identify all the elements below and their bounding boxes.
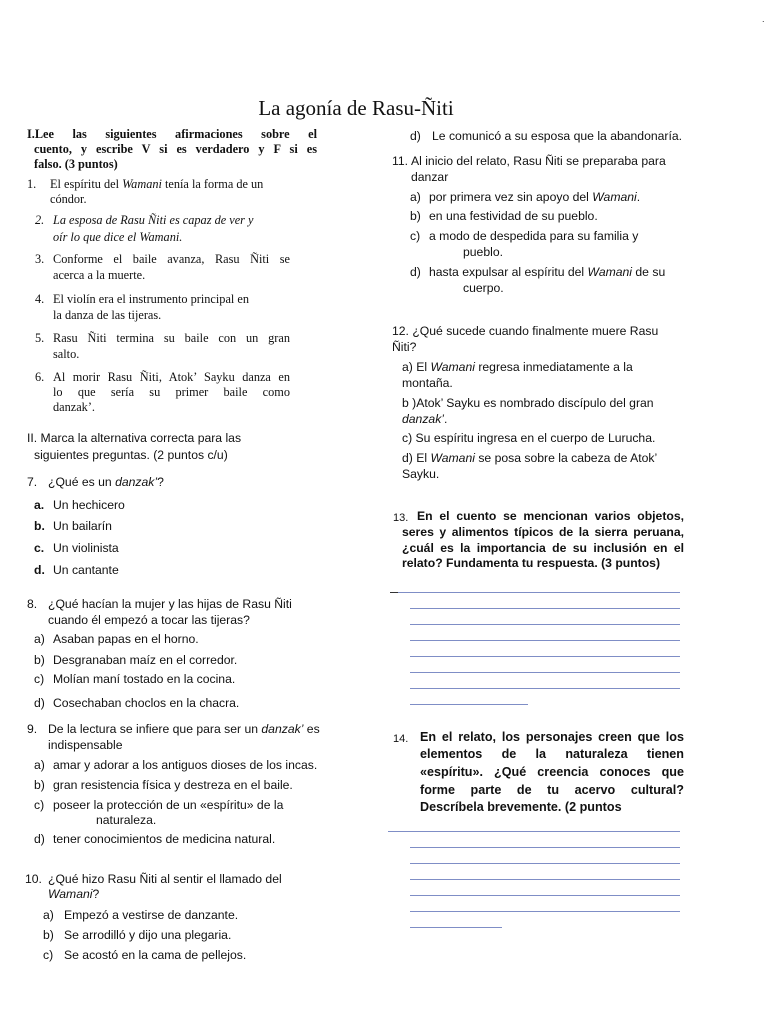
option-text: poseer la protección de un «espíritu» de la	[53, 798, 284, 812]
option-text: montaña.	[402, 376, 453, 390]
question-number: 8.	[27, 597, 38, 611]
answer-line	[410, 704, 528, 705]
question-text: De la lectura se infiere que para ser un danzak’ es	[48, 722, 320, 736]
option-text: Asaban papas en el horno.	[53, 632, 199, 646]
option-letter: b)	[34, 653, 45, 667]
question-number: 13.	[393, 512, 409, 524]
option-text: d) El Wamani se posa sobre la cabeza de Atok’	[402, 451, 658, 465]
question-text: Descríbela brevemente. (2 puntos	[420, 800, 622, 814]
option-letter: c.	[34, 541, 45, 555]
statement-text: cóndor.	[50, 192, 87, 206]
page-title: La agonía de Rasu-Ñiti	[258, 96, 454, 120]
statement-text: danzak’.	[53, 400, 95, 414]
option-text: Se arrodilló y dijo una plegaria.	[64, 928, 232, 942]
option-text: tener conocimientos de medicina natural.	[53, 832, 276, 846]
option-text: danzak’.	[402, 412, 448, 426]
answer-line	[410, 608, 680, 609]
question-text: 12. ¿Qué sucede cuando finalmente muere Rasu	[392, 324, 659, 338]
statement-number: 3.	[35, 252, 45, 266]
option-text: Desgranaban maíz en el corredor.	[53, 653, 238, 667]
statement-text: oír lo que dice el Wamani.	[53, 230, 183, 244]
question-number: 9.	[27, 722, 38, 736]
answer-line	[410, 624, 680, 625]
statement-text: Rasu Ñiti termina su baile con un gran	[53, 331, 290, 345]
option-letter: b.	[34, 519, 45, 533]
option-letter: a.	[34, 498, 45, 512]
statement-text: salto.	[53, 347, 80, 361]
option-text: a modo de despedida para su familia y	[429, 229, 639, 243]
question-text: Wamani?	[48, 887, 100, 901]
question-text: ¿Qué es un danzak’?	[48, 475, 164, 489]
question-text: Ñiti?	[392, 340, 417, 354]
answer-line	[410, 911, 680, 912]
question-text: danzar	[411, 170, 449, 184]
option-letter: b)	[410, 209, 421, 223]
option-text: Empezó a vestirse de danzante.	[64, 908, 239, 922]
question-number: 10.	[25, 872, 42, 886]
option-text: en una festividad de su pueblo.	[429, 209, 598, 223]
statement-number: 2.	[35, 213, 45, 227]
option-letter: c)	[43, 948, 54, 962]
option-text: Un cantante	[53, 563, 119, 577]
option-text: Un violinista	[53, 541, 119, 555]
option-text: hasta expulsar al espíritu del Wamani de su	[429, 265, 666, 279]
option-letter: d)	[34, 696, 45, 710]
statement-text: Al morir Rasu Ñiti, Atok’ Sayku danza en	[53, 370, 290, 384]
option-letter: d.	[34, 563, 45, 577]
option-letter: c)	[34, 798, 45, 812]
question-text: seres y alimentos típicos de la sierra peruana,	[402, 525, 684, 539]
statement-number: 1.	[27, 177, 37, 191]
statement-text: lo que sería su primer baile como	[53, 385, 290, 399]
question-text: forme parte de tu acervo cultural?	[420, 783, 684, 797]
question-text: elementos de la naturaleza tienen	[420, 747, 684, 761]
answer-line	[410, 847, 680, 848]
question-number: 14.	[393, 733, 409, 745]
option-text: gran resistencia física y destreza en el baile.	[53, 778, 293, 792]
option-letter: c)	[410, 229, 421, 243]
option-text: amar y adorar a los antiguos dioses de los incas.	[53, 758, 318, 772]
answer-line	[410, 927, 502, 928]
answer-line	[410, 863, 680, 864]
question-text: ¿cuál es la importancia de su inclusión en el	[402, 541, 684, 555]
option-letter: a)	[34, 632, 45, 646]
answer-line	[410, 672, 680, 673]
statement-text: El espíritu del Wamani tenía la forma de un	[50, 177, 264, 191]
option-text: Sayku.	[402, 467, 440, 481]
option-letter: d)	[34, 832, 45, 846]
option-text: Cosechaban choclos en la chacra.	[53, 696, 240, 710]
question-text: cuando él empezó a tocar las tijeras?	[48, 613, 250, 627]
option-text: a) El Wamani regresa inmediatamente a la	[402, 360, 633, 374]
option-letter: b)	[43, 928, 54, 942]
answer-line	[390, 592, 398, 593]
option-letter: b)	[34, 778, 45, 792]
option-letter: c)	[34, 672, 45, 686]
option-letter: a)	[43, 908, 54, 922]
option-text: cuerpo.	[463, 281, 504, 295]
option-letter: d)	[410, 129, 421, 143]
option-text: naturaleza.	[96, 813, 157, 827]
part-1-heading-line: I.Lee las siguientes afirmaciones sobre el	[27, 127, 317, 141]
part-2-heading-line: siguientes preguntas. (2 puntos c/u)	[34, 448, 228, 462]
statement-text: acerca a la muerte.	[53, 268, 146, 282]
part-1-heading-line: cuento, y escribe V si es verdadero y F si es	[34, 142, 317, 156]
answer-line	[398, 592, 680, 593]
question-number: 11.	[392, 154, 409, 168]
question-text: «espíritu». ¿Qué creencia conoces que	[420, 765, 684, 779]
answer-line	[410, 895, 680, 896]
question-text: En el relato, los personajes creen que los	[420, 730, 684, 744]
question-text: indispensable	[48, 738, 123, 752]
statement-number: 6.	[35, 370, 45, 384]
option-text: Le comunicó a su esposa que la abandonaría.	[432, 129, 683, 143]
part-1-heading-line: falso. (3 puntos)	[34, 157, 118, 171]
question-number: 7.	[27, 475, 38, 489]
statement-text: El violín era el instrumento principal en	[53, 292, 250, 306]
option-text: Un bailarín	[53, 519, 112, 533]
question-text: En el cuento se mencionan varios objetos,	[417, 509, 684, 523]
statement-text: La esposa de Rasu Ñiti es capaz de ver y	[53, 213, 254, 227]
question-text: ¿Qué hacían la mujer y las hijas de Rasu Ñiti	[48, 597, 292, 611]
option-text: Se acostó en la cama de pellejos.	[64, 948, 247, 962]
statement-number: 4.	[35, 292, 45, 306]
statement-number: 5.	[35, 331, 45, 345]
question-text: ¿Qué hizo Rasu Ñiti al sentir el llamado del	[48, 872, 282, 886]
answer-line	[410, 879, 680, 880]
statement-text: Conforme el baile avanza, Rasu Ñiti se	[53, 252, 290, 266]
statement-text: la danza de las tijeras.	[53, 308, 162, 322]
option-letter: a)	[410, 190, 421, 204]
option-letter: a)	[34, 758, 45, 772]
question-text: relato? Fundamenta tu respuesta. (3 puntos)	[402, 556, 660, 570]
option-text: Molían maní tostado en la cocina.	[53, 672, 236, 686]
corner-mark: ˙	[761, 21, 766, 31]
answer-line	[410, 656, 680, 657]
option-text: c) Su espíritu ingresa en el cuerpo de Lurucha.	[402, 431, 656, 445]
answer-line	[410, 688, 680, 689]
option-letter: d)	[410, 265, 421, 279]
part-2-heading-line: II. Marca la alternativa correcta para las	[27, 431, 242, 445]
option-text: por primera vez sin apoyo del Wamani.	[429, 190, 641, 204]
question-text: Al inicio del relato, Rasu Ñiti se preparaba para	[411, 154, 666, 168]
option-text: b )Atok’ Sayku es nombrado discípulo del gran	[402, 396, 654, 410]
option-text: pueblo.	[463, 245, 503, 259]
answer-line	[388, 831, 680, 832]
option-text: Un hechicero	[53, 498, 125, 512]
answer-line	[410, 640, 680, 641]
